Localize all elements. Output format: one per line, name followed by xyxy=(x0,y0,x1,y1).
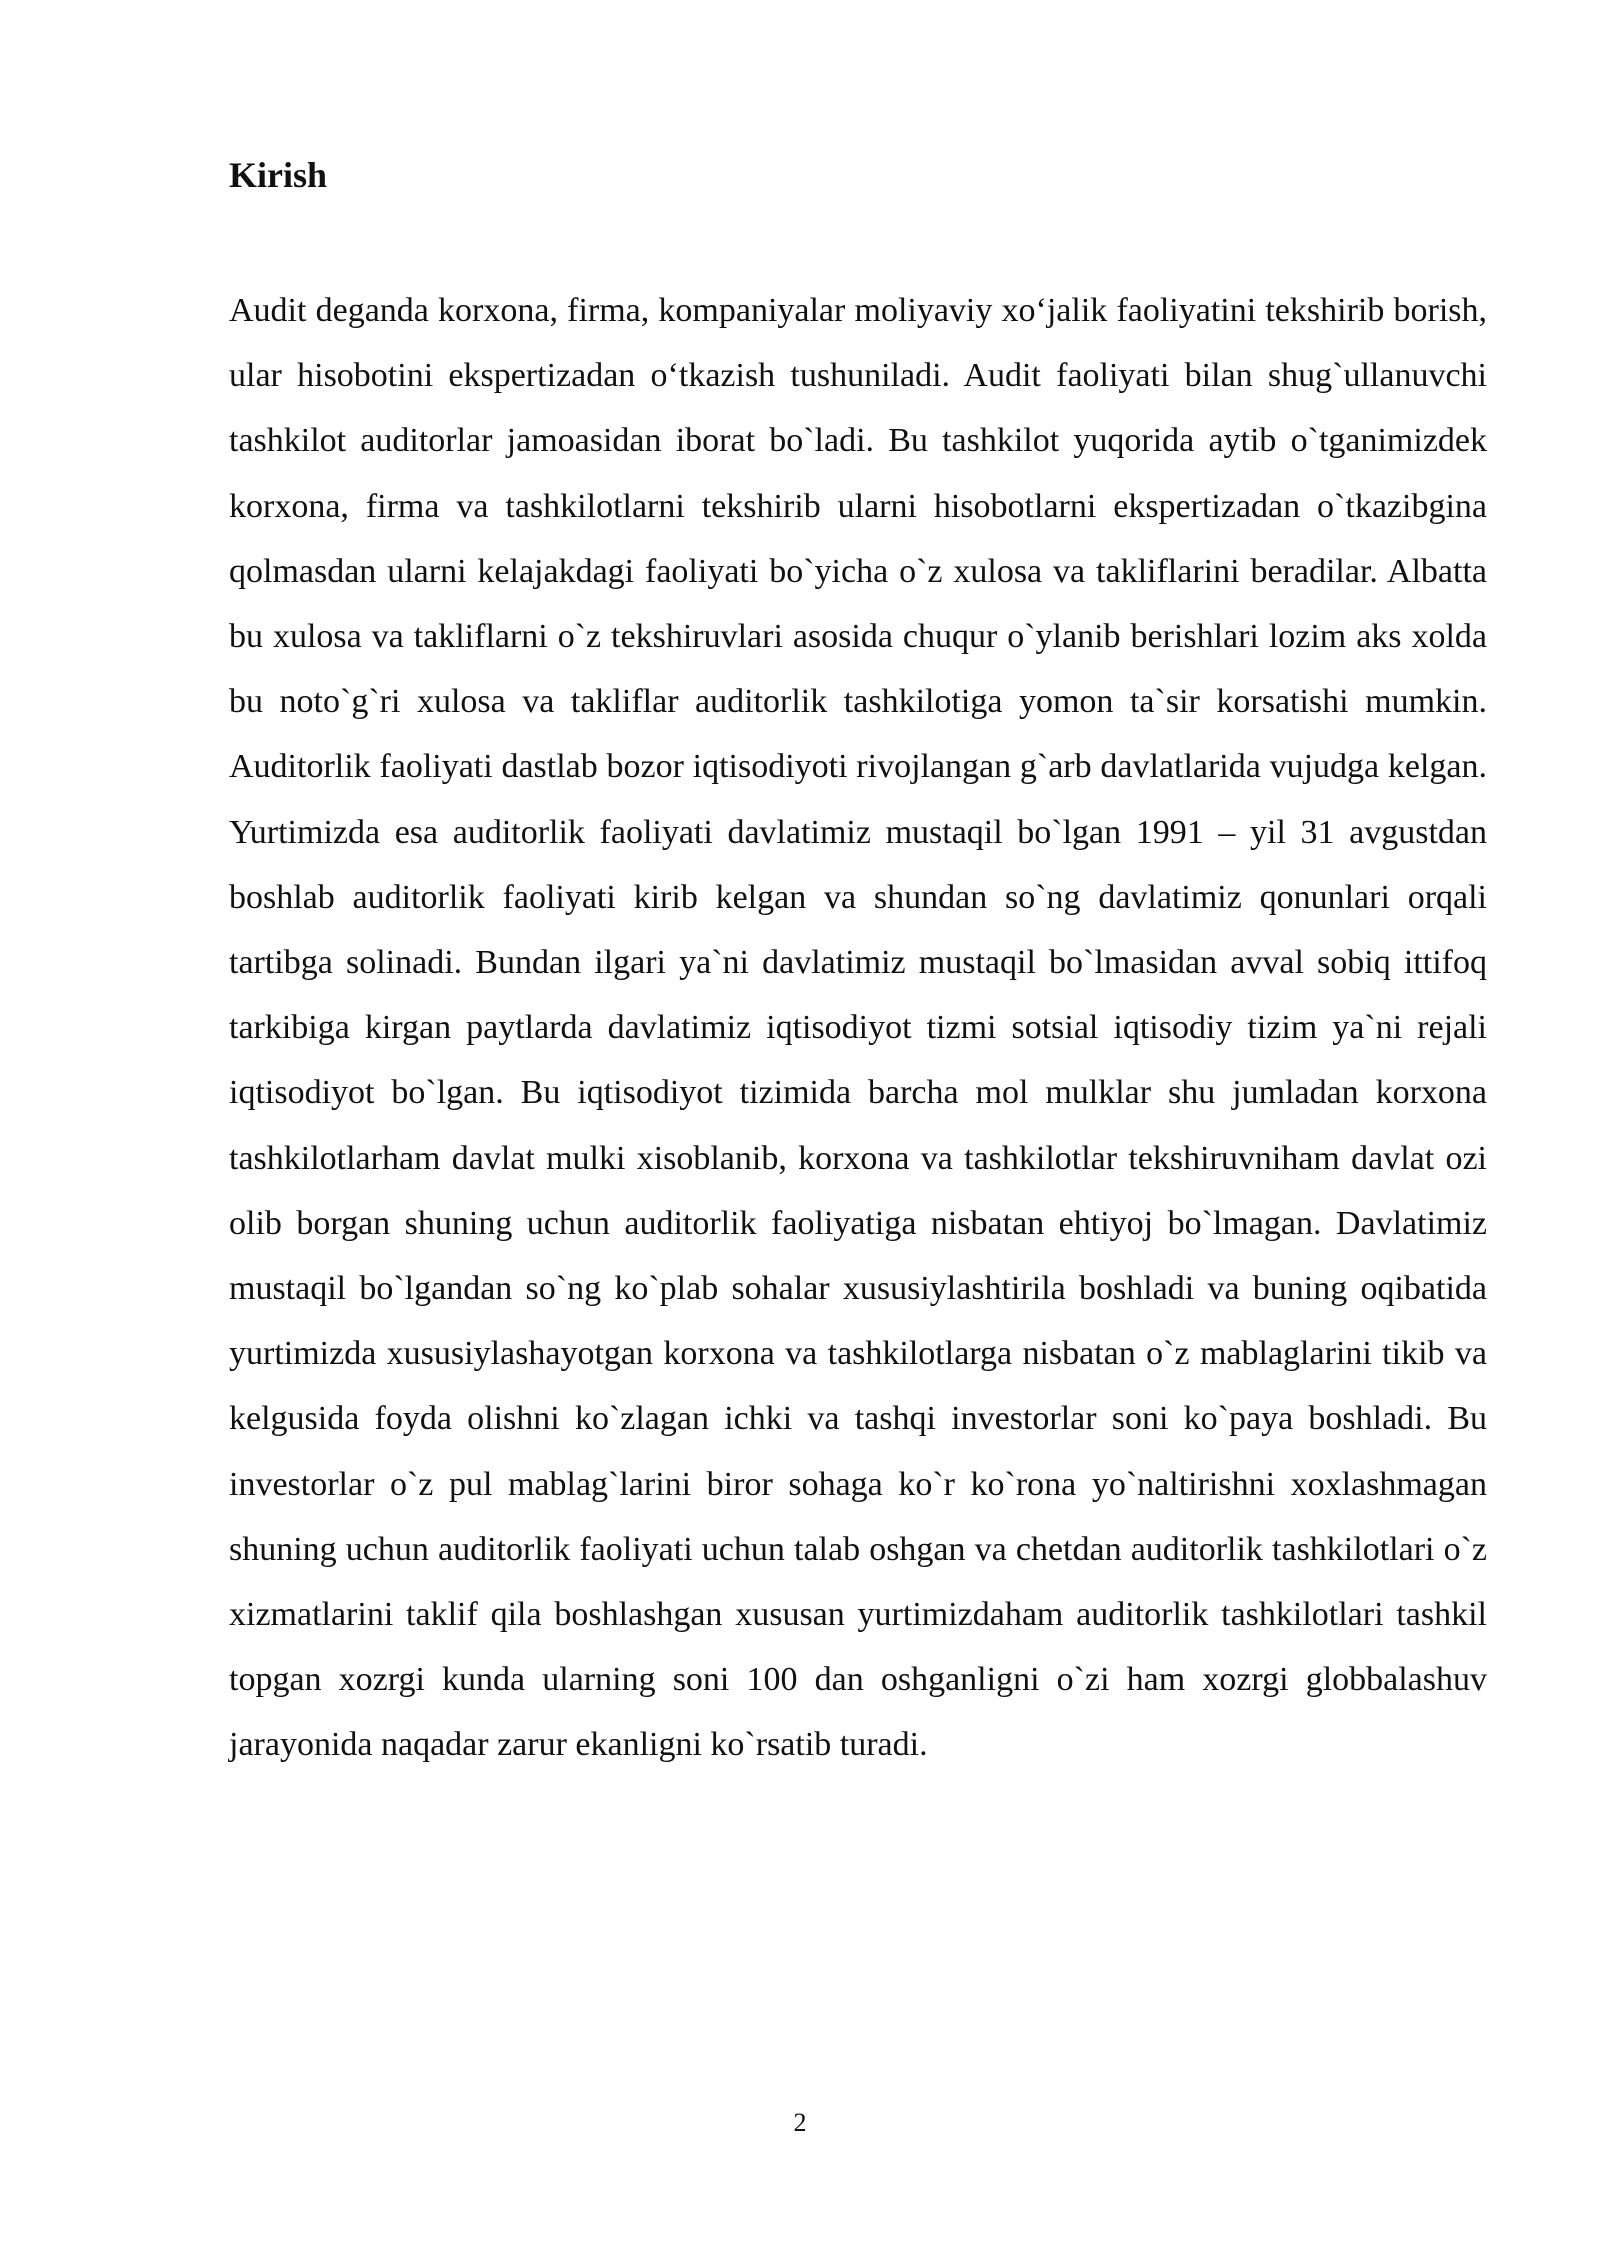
body-paragraph: Audit deganda korxona, firma, kompaniyalar moliyaviy xo‘jalik faoliyatini tekshirib borish, ular hisobotini ekspertizadan o‘tkazish tushuniladi. Audit faoliyati bilan shug`ullanuvchi tashkilot auditorlar jamoasidan iborat bo`ladi. Bu tashkilot yuqorida aytib o`tganimizdek korxona, firma va tashkilotlarni tekshirib ularni hisobotlarni ekspertizadan o`tkazibgina qolmasdan ularni kelajakdagi faoliyati bo`yicha o`z xulosa va takliflarini beradilar. Albatta bu xulosa va takliflarni o`z tekshiruvlari asosida chuqur o`ylanib berishlari lozim aks xolda bu noto`g`ri xulosa va takliflar auditorlik tashkilotiga yomon ta`sir korsatishi mumkin. Auditorlik faoliyati dastlab bozor iqtisodiyoti rivojlangan g`arb davlatlarida vujudga kelgan. Yurtimizda esa auditorlik faoliyati davlatimiz mustaqil bo`lgan 1991 – yil 31 avgustdan boshlab auditorlik faoliyati kirib kelgan va shundan so`ng davlatimiz qonunlari orqali tartibga solinadi. Bundan ilgari ya`ni davlatimiz mustaqil bo`lmasidan avval sobiq ittifoq tarkibiga kirgan paytlarda davlatimiz iqtisodiyot tizmi sotsial iqtisodiy tizim ya`ni rejali iqtisodiyot bo`lgan. Bu iqtisodiyot tizimida barcha mol mulklar shu jumladan korxona tashkilotlarham davlat mulki xisoblanib, korxona va tashkilotlar tekshiruvniham davlat ozi olib borgan shuning uchun auditorlik faoliyatiga nisbatan ehtiyoj bo`lmagan. Davlatimiz mustaqil bo`lgandan so`ng ko`plab sohalar xususiylashtirila boshladi va buning oqibatida yurtimizda xususiylashayotgan korxona va tashkilotlarga nisbatan o`z mablaglarini tikib va kelgusida foyda olishni ko`zlagan ichki va tashqi investorlar soni ko`paya boshladi. Bu investorlar o`z pul mablag`larini biror sohaga ko`r ko`rona yo`naltirishni xoxlashmagan shuning uchun auditorlik faoliyati uchun talab oshgan va chetdan auditorlik tashkilotlari o`z xizmatlarini taklif qila boshlashgan xususan yurtimizdaham auditorlik tashkilotlari tashkil topgan xozrgi kunda ularning soni 100 dan oshganligni o`zi ham xozrgi globbalashuv jarayonida naqadar zarur ekanligni ko`rsatib turadi. xyxy=(229,292,1487,1764)
section-heading: Kirish xyxy=(229,155,328,195)
page-number: 2 xyxy=(793,2108,807,2137)
